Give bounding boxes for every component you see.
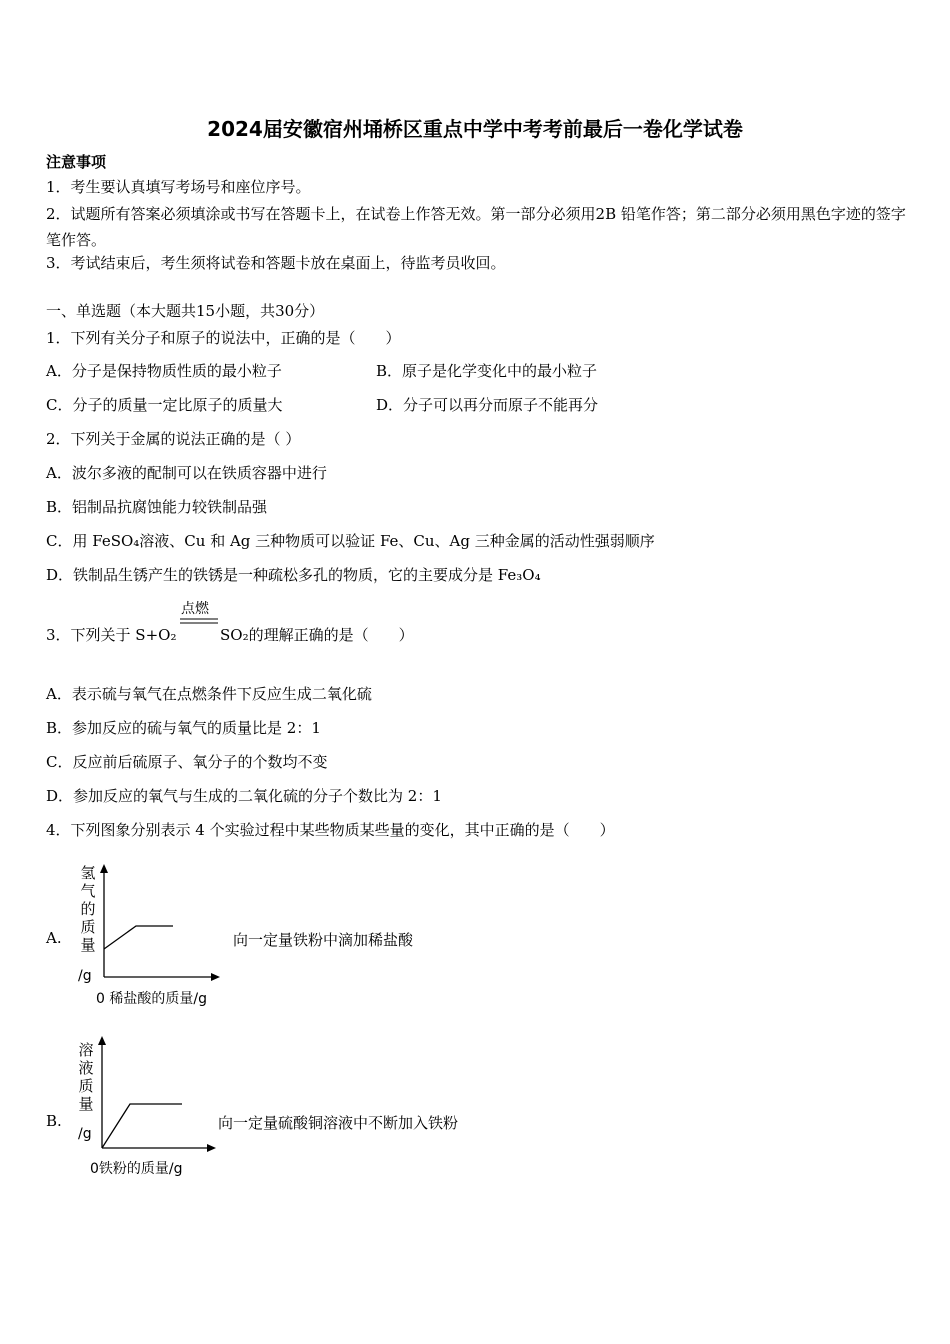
graph-a-ylabel: [78, 864, 98, 954]
q3-equals-sign: [180, 618, 220, 626]
graph-b-letter: B.: [46, 1112, 62, 1130]
section-heading: 一、单选题（本大题共15小题，共30分）: [46, 302, 325, 320]
q3-condition: 点燃: [181, 601, 209, 617]
q3-stem-prefix: 3．下列关于 S+O₂: [46, 626, 177, 644]
graph-a-ylabel-char: 质: [80, 918, 96, 936]
notice-item-1: 1．考生要认真填写考场号和座位序号。: [46, 178, 311, 196]
q1-option-a: A．分子是保持物质性质的最小粒子: [46, 362, 282, 380]
graph-b-axes: [92, 1036, 218, 1154]
graph-a-ylabel-char: 气: [80, 882, 96, 900]
page-title: 2024届安徽宿州埇桥区重点中学中考考前最后一卷化学试卷: [207, 117, 743, 141]
q1-option-b: B．原子是化学变化中的最小粒子: [376, 362, 598, 380]
graph-a-ylabel-char: 量: [80, 936, 96, 954]
q3-option-d: D．参加反应的氧气与生成的二氧化硫的分子个数比为 2：1: [46, 787, 442, 805]
graph-a-caption: 向一定量铁粉中滴加稀盐酸: [233, 931, 414, 949]
q2-option-c: C．用 FeSO₄溶液、Cu 和 Ag 三种物质可以验证 Fe、Cu、Ag 三种金属的活动性强弱顺序: [46, 532, 655, 550]
graph-b-ylabel-char: 液: [78, 1059, 94, 1077]
q2-option-b: B．铝制品抗腐蚀能力较铁制品强: [46, 498, 268, 516]
notice-item-2: 2．试题所有答案必须填涂或书写在答题卡上，在试卷上作答无效。第一部分必须用2B 铅笔作答；第二部分必须用黑色字迹的签字笔作答。: [46, 205, 906, 249]
graph-b-ylabel-char: 量: [78, 1095, 94, 1113]
graph-a-letter: A.: [46, 929, 62, 947]
q1-stem: 1．下列有关分子和原子的说法中，正确的是（ ）: [46, 329, 401, 347]
q3-stem-suffix: SO₂的理解正确的是（ ）: [220, 626, 414, 644]
graph-b-xlabel: 0铁粉的质量/g: [90, 1161, 183, 1177]
q1-option-c: C．分子的质量一定比原子的质量大: [46, 396, 283, 414]
q1-option-d: D．分子可以再分而原子不能再分: [376, 396, 599, 414]
graph-a-yunit: /g: [78, 968, 92, 984]
q3-option-b: B．参加反应的硫与氧气的质量比是 2：1: [46, 719, 321, 737]
graph-b-curve: [102, 1104, 182, 1148]
graph-b-yunit: /g: [78, 1126, 92, 1142]
q2-stem: 2．下列关于金属的说法正确的是（ ）: [46, 430, 301, 448]
q4-stem: 4．下列图象分别表示 4 个实验过程中某些物质某些量的变化，其中正确的是（ ）: [46, 821, 615, 839]
graph-a-xlabel: 0 稀盐酸的质量/g: [96, 991, 207, 1007]
q3-option-c: C．反应前后硫原子、氧分子的个数均不变: [46, 753, 328, 771]
graph-b-ylabel-char: 溶: [78, 1041, 94, 1059]
graph-b-caption: 向一定量硫酸铜溶液中不断加入铁粉: [218, 1114, 459, 1132]
q2-option-d: D．铁制品生锈产生的铁锈是一种疏松多孔的物质，它的主要成分是 Fe₃O₄: [46, 566, 541, 584]
graph-b-ylabel-char: 质: [78, 1077, 94, 1095]
graph-a-curve: [104, 926, 173, 949]
notice-item-3: 3．考试结束后，考生须将试卷和答题卡放在桌面上，待监考员收回。: [46, 254, 506, 272]
q2-option-a: A．波尔多液的配制可以在铁质容器中进行: [46, 464, 327, 482]
graph-a-ylabel-char: 氢: [80, 864, 96, 882]
q3-option-a: A．表示硫与氧气在点燃条件下反应生成二氧化硫: [46, 685, 372, 703]
graph-a-ylabel-char: 的: [80, 900, 96, 918]
notice-heading: 注意事项: [46, 153, 107, 171]
graph-a-axes: [96, 864, 222, 984]
